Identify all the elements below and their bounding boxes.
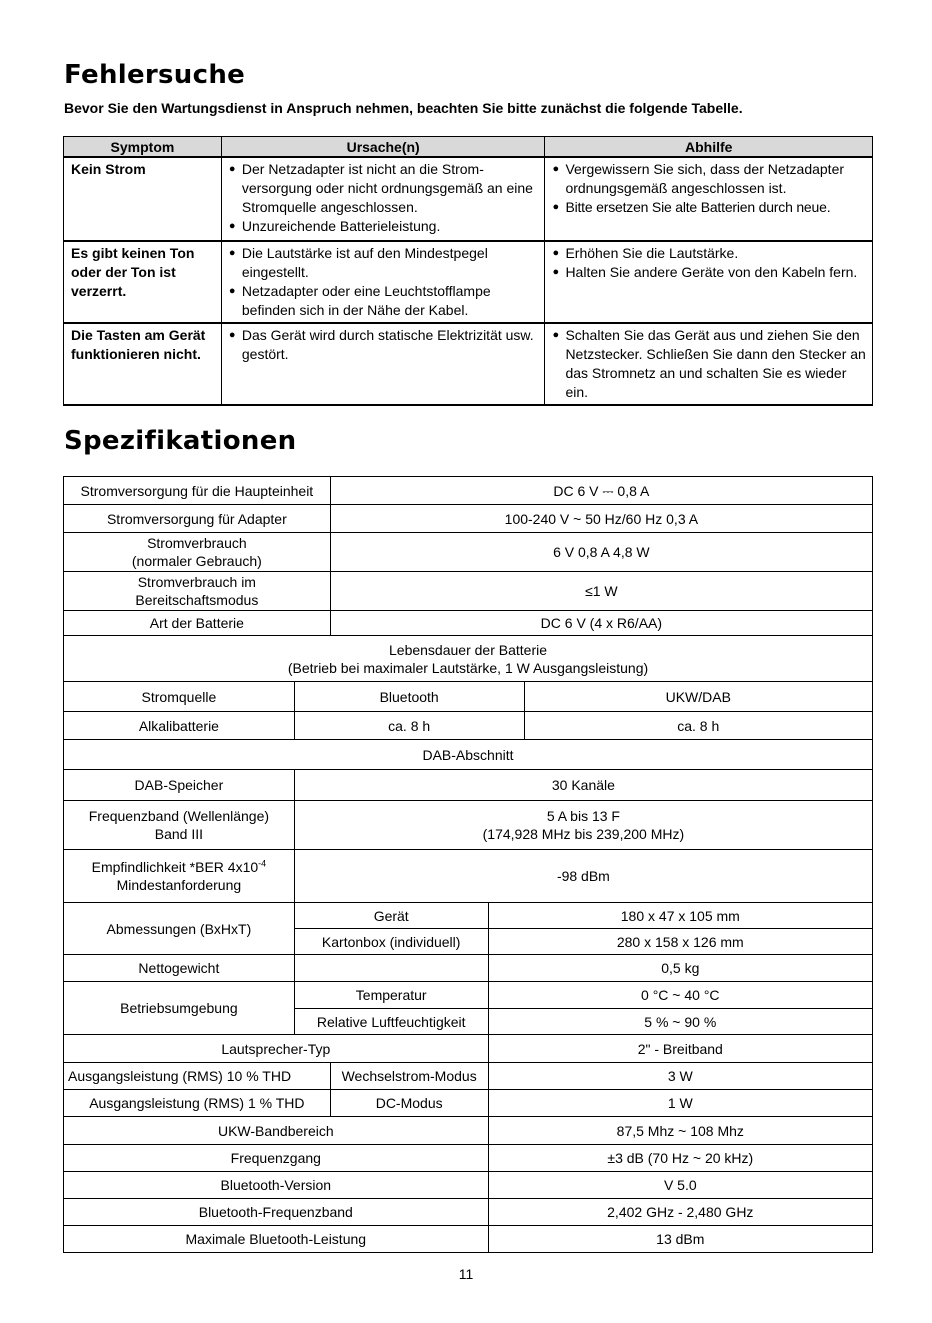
table-row [64, 740, 873, 770]
spec-sublabel: Temperatur [294, 982, 488, 1009]
header-cause: Ursache(n) [221, 137, 545, 158]
table-row [64, 1090, 873, 1117]
spec-label: Abmessungen (BxHxT) [64, 903, 295, 955]
symptom-cell: Kein Strom [64, 157, 222, 241]
spec-sublabel: Relative Luftfeuchtigkeit [294, 1009, 488, 1035]
section-heading-line: (Betrieb bei maximaler Lautstärke, 1 W Ausgangsleistung) [287, 659, 649, 676]
spec-value: 5 % ~ 90 % [488, 1009, 872, 1035]
list-item: ● Halten Sie andere Geräte von den Kabeln fern. [552, 263, 866, 282]
spec-value: 1 W [488, 1090, 872, 1117]
table-row [64, 323, 873, 405]
spec-value: ca. 8 h [524, 712, 872, 740]
list-item: ● Erhöhen Sie die Lautstärke. [552, 244, 866, 263]
spec-value: 3 W [488, 1063, 872, 1090]
specifications-table [63, 476, 873, 1253]
spec-label: Art der Batterie [64, 611, 331, 636]
spec-label [64, 850, 295, 903]
troubleshooting-table [63, 136, 873, 406]
table-row [64, 1199, 873, 1226]
spec-label-line: Frequenzband (Wellenlänge) [88, 808, 270, 824]
troubleshooting-heading: Fehlersuche [64, 60, 246, 90]
spec-value: 0 °C ~ 40 °C [488, 982, 872, 1009]
spec-label: Ausgangsleistung (RMS) 10 % THD [64, 1063, 331, 1090]
spec-value: ±3 dB (70 Hz ~ 20 kHz) [488, 1145, 872, 1172]
spec-label-line [66, 858, 292, 876]
spec-label: Betriebsumgebung [64, 982, 295, 1035]
list-item: ● Schalten Sie das Gerät aus und ziehen Sie den Netzstecker. Schließen Sie dann den Stecker an das Stromnetz an und schalten Sie es wieder ein. [552, 326, 866, 402]
header-symptom: Symptom [64, 137, 222, 158]
spec-value-line: 5 A bis 13 F [546, 808, 620, 824]
spec-label-line: Mindestanforderung [116, 877, 242, 893]
spec-label: Alkalibatterie [64, 712, 295, 740]
list-item: ● Der Netzadapter ist nicht an die Strom- versorgung oder nicht ordnungsgemäß an eine Stromquelle angeschlossen. [229, 160, 539, 217]
spec-label [64, 801, 295, 850]
spec-value: DC 6 V ⎓ 0,8 A [330, 477, 872, 505]
list-item: ● Bitte ersetzen Sie alte Batterien durch neue. [552, 198, 866, 217]
spec-value: 6 V 0,8 A 4,8 W [330, 533, 872, 572]
spec-label-line: Bereitschaftsmodus [135, 592, 259, 608]
cause-cell [221, 157, 545, 241]
spec-label: Ausgangsleistung (RMS) 1 % THD [64, 1090, 331, 1117]
spec-label: DAB-Speicher [64, 770, 295, 801]
spec-sublabel: Kartonbox (individuell) [294, 929, 488, 955]
spec-label: Bluetooth-Frequenzband [64, 1199, 489, 1226]
table-header-row [64, 137, 873, 158]
header-remedy: Abhilfe [545, 137, 873, 158]
spec-label-line: Stromverbrauch [147, 535, 247, 551]
spec-value: 87,5 Mhz ~ 108 Mhz [488, 1117, 872, 1145]
table-row [64, 850, 873, 903]
symptom-cell: Die Tasten am Gerät funktionieren nicht. [64, 323, 222, 405]
spec-value: -98 dBm [294, 850, 872, 903]
spec-label-line: Stromverbrauch im [137, 574, 256, 590]
list-item: ● Das Gerät wird durch statische Elektrizität usw. gestört. [229, 326, 539, 364]
spec-value: 13 dBm [488, 1226, 872, 1253]
troubleshooting-intro: Bevor Sie den Wartungsdienst in Anspruch nehmen, beachten Sie bitte zunächst die folgende Tabelle. [64, 100, 743, 116]
table-row [64, 572, 873, 611]
table-row [64, 982, 873, 1009]
spec-value-line: (174,928 MHz bis 239,200 MHz) [482, 826, 685, 842]
section-heading: DAB-Abschnitt [64, 740, 873, 770]
table-row [64, 241, 873, 323]
table-row [64, 157, 873, 241]
spec-sublabel: Wechselstrom-Modus [330, 1063, 488, 1090]
exponent: -4 [258, 858, 267, 869]
spec-label: Bluetooth-Version [64, 1172, 489, 1199]
remedy-cell [545, 157, 873, 241]
spec-value: ca. 8 h [294, 712, 524, 740]
spec-label: Stromquelle [64, 682, 295, 712]
spec-value: DC 6 V (4 x R6/AA) [330, 611, 872, 636]
table-row [64, 533, 873, 572]
spec-label: Nettogewicht [64, 955, 295, 982]
table-row [64, 611, 873, 636]
table-row [64, 636, 873, 682]
spec-label: Stromversorgung für Adapter [64, 505, 331, 533]
sensitivity-label: Empfindlichkeit *BER 4x10 [91, 859, 259, 875]
table-row [64, 505, 873, 533]
spec-sublabel: Gerät [294, 903, 488, 929]
spec-value: ≤1 W [330, 572, 872, 611]
spec-sublabel: DC-Modus [330, 1090, 488, 1117]
empty-cell [294, 955, 488, 982]
table-row [64, 955, 873, 982]
table-row [64, 1117, 873, 1145]
table-row [64, 770, 873, 801]
spec-label: Maximale Bluetooth-Leistung [64, 1226, 489, 1253]
list-item: ● Netzadapter oder eine Leuchtstofflampe befinden sich in der Nähe der Kabel. [229, 282, 539, 320]
list-item: ● Vergewissern Sie sich, dass der Netzadapter ordnungsgemäß angeschlossen ist. [552, 160, 866, 198]
section-heading-line: Lebensdauer der Batterie [389, 641, 547, 658]
list-item: ● Unzureichende Batterieleistung. [229, 217, 539, 236]
remedy-cell [545, 323, 873, 405]
spec-label [64, 533, 331, 572]
spec-value: 30 Kanäle [294, 770, 872, 801]
spec-value: 180 x 47 x 105 mm [488, 903, 872, 929]
list-item: ● Die Lautstärke ist auf den Mindestpegel eingestellt. [229, 244, 539, 282]
spec-label: Stromversorgung für die Haupteinheit [64, 477, 331, 505]
remedy-cell [545, 241, 873, 323]
spec-value: 280 x 158 x 126 mm [488, 929, 872, 955]
table-row [64, 1172, 873, 1199]
spec-value: 0,5 kg [488, 955, 872, 982]
spec-label-line: (normaler Gebrauch) [131, 553, 262, 569]
spec-value: Bluetooth [294, 682, 524, 712]
table-row [64, 1063, 873, 1090]
section-heading [64, 636, 873, 682]
table-row [64, 903, 873, 929]
table-row [64, 477, 873, 505]
spec-label: Frequenzgang [64, 1145, 489, 1172]
table-row [64, 1145, 873, 1172]
table-row [64, 801, 873, 850]
spec-value: 2" - Breitband [488, 1035, 872, 1063]
spec-value: UKW/DAB [524, 682, 872, 712]
spec-label: Lautsprecher-Typ [64, 1035, 489, 1063]
table-row [64, 712, 873, 740]
spec-value: 100-240 V ~ 50 Hz/60 Hz 0,3 A [330, 505, 872, 533]
spec-value: V 5.0 [488, 1172, 872, 1199]
spec-value: 2,402 GHz - 2,480 GHz [488, 1199, 872, 1226]
spec-label [64, 572, 331, 611]
cause-cell [221, 241, 545, 323]
page-number: 11 [458, 1266, 474, 1282]
table-row [64, 1035, 873, 1063]
spec-value [294, 801, 872, 850]
table-row [64, 682, 873, 712]
table-row [64, 1226, 873, 1253]
specifications-heading: Spezifikationen [64, 426, 297, 456]
cause-cell [221, 323, 545, 405]
symptom-cell: Es gibt keinen Ton oder der Ton ist verzerrt. [64, 241, 222, 323]
spec-label: UKW-Bandbereich [64, 1117, 489, 1145]
spec-label-line: Band III [154, 826, 204, 842]
